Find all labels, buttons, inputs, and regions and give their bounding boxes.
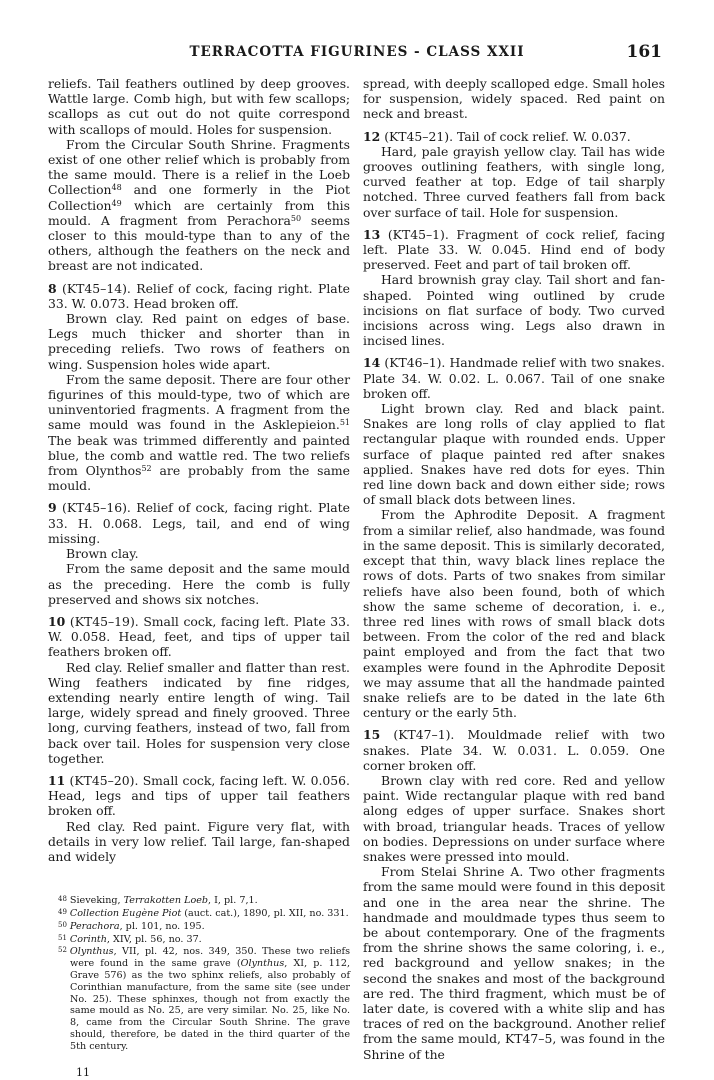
catalogue-entry-9: 9 (KT45–16). Relief of cock, facing right. Plate 33. H. 0.068. Legs, tail, and end of wing missing. (48, 500, 350, 546)
paragraph: Brown clay with red core. Red and yellow paint. Wide rectangular plaque with red band along edges of upper surface. Snakes short with broad, triangular heads. Traces of yellow on bodies. Depressions on under surface where snakes were pressed into mould. (363, 772, 665, 864)
catalogue-entry-15: 15 (KT47–1). Mouldmade relief with two snakes. Plate 34. W. 0.031. L. 0.059. One corner broken off. (363, 727, 665, 773)
paragraph: Red clay. Relief smaller and flatter than rest. Wing feathers indicated by fine ridges, extending nearly entire length of wing. Tail large, widely spread and finely grooved. Three long, curving feathers, instead of two, fall from back over tail. Holes for suspension very close together. (48, 659, 350, 766)
paragraph: Light brown clay. Red and black paint. Snakes are long rolls of clay applied to flat rectangular plaque with rounded ends. Upper surface of plaque painted red after snakes applied. Snakes have red dots for eyes. Thin red line down back and down either side; rows of small black dots between lines. (363, 401, 665, 508)
footnote-49: $^{49}$ Collection Eugène Piot (auct. cat.), 1890, pl. XII, no. 331. (58, 907, 349, 919)
footnote-ref-49[interactable]: 49 (111, 198, 122, 208)
paragraph: Hard, pale grayish yellow clay. Tail has wide grooves outlining feathers, with single long, curved feather at top. Edge of tail sharply notched. Three curved feathers fall from back over surface of tail. Hole for suspension. (363, 143, 665, 220)
footnotes (48, 894, 350, 1052)
paragraph: From the Aphrodite Deposit. A fragment from a similar relief, also handmade, was found in the same deposit. This is similarly decorated, except that thin, wavy black lines replace the rows of dots. Parts of two snakes from similar reliefs have also been found, both of which show the same scheme of decoration, i. e., three red lines with rows of small black dots between. From the color of the red and black paint employed and from the fact that two examples were found in the Aphrodite Deposit we may assume that all the handmade painted snake reliefs are to be dated in the late 6th century or the early 5th. (363, 507, 665, 721)
footnote-ref-48[interactable]: 48 (111, 183, 122, 193)
right-column (363, 76, 665, 1062)
left-column (48, 76, 350, 1080)
catalogue-entry-8: 8 (KT45–14). Relief of cock, facing right. Plate 33. W. 0.073. Head broken off. (48, 280, 350, 311)
page-number: 161 (626, 42, 662, 62)
footnote-ref-51[interactable]: 51 (339, 418, 350, 428)
catalogue-entry-14: 14 (KT46–1). Handmade relief with two snakes. Plate 34. W. 0.02. L. 0.067. Tail of one snake broken off. (363, 355, 665, 401)
paragraph: From the same deposit. There are four other figurines of this mould-type, two of which are uninventoried fragments. A fragment from the same mould was found in the Asklepieion.$^{51}$ The beak was trimmed differently and painted blue, the comb and wattle red. The two reliefs from Olynthos$^{52}$ are probably from the same mould. (48, 371, 350, 494)
paragraph: Hard brownish gray clay. Tail short and fan-shaped. Pointed wing outlined by crude incisions on flat surface of body. Two curved incisions across wing. Legs also drawn in incised lines. (363, 272, 665, 349)
footnote-48: $^{48}$ Sieveking, Terrakotten Loeb, I, pl. 7,1. (58, 895, 258, 907)
catalogue-entry-13: 13 (KT45–1). Fragment of cock relief, facing left. Plate 33. W. 0.045. Hind end of body preserved. Feet and part of tail broken off. (363, 226, 665, 273)
footnote-50: $^{50}$ Perachora, pl. 101, no. 195. (58, 920, 205, 932)
signature-mark: 11 (76, 1065, 90, 1079)
paragraph: Red clay. Red paint. Figure very flat, with details in very low relief. Tail large, fan-shaped and widely (48, 818, 350, 864)
footnote-ref-50[interactable]: 50 (290, 213, 302, 223)
paragraph: Brown clay. Red paint on edges of base. Legs much thicker and shorter than in preceding reliefs. Two rows of feathers on wing. Suspension holes wide apart. (48, 311, 350, 372)
catalogue-entry-11: 11 (KT45–20). Small cock, facing left. W. 0.056. Head, legs and tips of upper tail feathers broken off. (48, 772, 350, 819)
paragraph: From Stelai Shrine A. Two other fragments from the same mould were found in this deposit and one in the area near the shrine. The handmade and mouldmade types thus seem to be about contemporary. One of the fragments from the shrine shows the same coloring, i. e., red background and yellow snakes; in the second the snakes and most of the background are red. The third fragment, which must be of later date, is covered with a white slip and has traces of red on the background. Another relief from the same mould, KT47–5, was found in the Shrine of the (363, 864, 665, 1062)
footnote-52: $^{52}$ Olynthus, VII, pl. 42, nos. 349, 350. These two reliefs were found in the same grave (Olynthus, XI, p. 112, Grave 576) as the two sphinx reliefs, also probably of Corinthian manufacture, from the same site (see under No. 25). These sphinxes, though not from exactly the same mould as No. 25, are very similar. No. 25, like No. 8, came from the Circular South Shrine. The grave should, therefore, be dated in the third quarter of the 5th century. (58, 946, 350, 1052)
running-title: TERRACOTTA FIGURINES - CLASS XXII (189, 44, 525, 60)
paragraph: From the same deposit and the same mould as the preceding. Here the comb is fully preserved and shows six notches. (48, 561, 350, 607)
paragraph: From the Circular South Shrine. Fragments exist of one other relief which is probably from the same mould. There is a relief in the Loeb Collection$^{48}$ and one formerly in the Piot Collection$^{49}$ which are certainly from this mould. A fragment from Perachora$^{50}$ seems closer to this mould-type than to any of the others, although the feathers on the neck and breast are not indicated. (48, 136, 350, 274)
paragraph: spread, with deeply scalloped edge. Small holes for suspension, widely spaced. Red paint on neck and breast. (363, 76, 665, 122)
catalogue-entry-10: 10 (KT45–19). Small cock, facing left. Plate 33. W. 0.058. Head, feet, and tips of upper tail feathers broken off. (48, 613, 350, 660)
paragraph: Brown clay. (66, 546, 139, 562)
footnote-ref-52[interactable]: 52 (141, 464, 152, 474)
footnote-51: $^{51}$ Corinth, XIV, pl. 56, no. 37. (58, 933, 202, 945)
paragraph: reliefs. Tail feathers outlined by deep grooves. Wattle large. Comb high, but with few scallops; scallops as cut out do not quite correspond with scallops of mould. Holes for suspension. (48, 76, 350, 137)
catalogue-entry-12: 12 (KT45–21). Tail of cock relief. W. 0.037. (363, 128, 631, 144)
